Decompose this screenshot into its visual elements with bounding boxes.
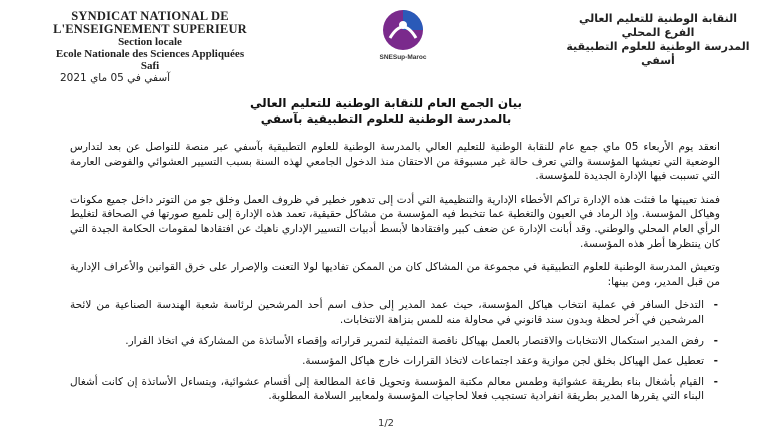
logo-emblem-icon: [368, 8, 438, 54]
issues-list: [70, 298, 720, 404]
list-item-text: التدخل السافر في عملية انتخاب هياكل المؤسسة، حيث عمد المدير إلى حذف اسم أحد المرشحين لرئاسة شعبة الهندسة الصناعية من لائحة المرشحين في آخر لحظة وبدون سند قانوني في محاولة منه للمس بنزاهة الانتخابات.: [70, 299, 704, 326]
list-item-text: القيام بأشغال بناء بطريقة عشوائية وطمس معالم مكتبة المؤسسة وتحويل قاعة المطالعة إلى أقسام عشوائية، وبتساءل الأساتذة إن كانت أشغال البناء التي يقررها المدير بطريقة انفرادية تستجيب فعلا لحاجيات المؤسسة ولمعايير السلامة المطلوبة.: [70, 375, 704, 403]
paragraph-3: وتعيش المدرسة الوطنية للعلوم التطبيقية في مجموعة من المشاكل كان من الممكن تفاديها لولا التعنت والإصرار على خرق القوانين والأعراف الإدارية من قبل المدير، ومن بينها:: [70, 261, 720, 288]
list-item-text: تعطيل عمل الهياكل بخلق لجن موازية وعقد اجتماعات لاتخاذ القرارات خارج هياكل المؤسسة.: [302, 355, 704, 368]
list-item: [70, 375, 718, 404]
paragraph-2: فمنذ تعيينها ما فتئت هذه الإدارة تراكم الأخطاء الإدارية والتنظيمية التي أدت إلى تدهور خطير في ظروف العمل وخلق جو من التوتر داخل جميع مكونات وهياكل المؤسسة. وإذ الرماد في العيون والتغطية عما تتخبط فيه المؤسسة من مشاكل حقيقية، تعمد هذه الإدارة إلى تلميع صورتها في الصحافة لتغليط الرأي العام المحلي والوطني. وقد أبانت الإدارة عن ضعف كبير وافتقادها لأبسط أدبيات التسيير الإداري ناهيك عن افتقادها لمقومات الحكامة الجيدة التي كان ينتظرها أطر هذه المؤسسة.: [70, 193, 720, 250]
snesup-logo: [368, 8, 438, 66]
header-french: [10, 10, 290, 72]
bullet-dash: -: [713, 334, 718, 347]
header-ar-line4: أسفي: [641, 54, 675, 67]
list-item: [70, 298, 718, 327]
bullet-dash: -: [713, 299, 718, 312]
header-ar-line2: الفرع المحلي: [621, 26, 695, 39]
list-item: [70, 334, 718, 349]
list-item-text: رفض المدير استكمال الانتخابات والاقتصار بالعمل بهياكل ناقصة التمثيلية لتمرير قراراته وإقصاء الأساتذة من المشاركة في اتخاذ القرار.: [125, 334, 704, 347]
header-ar-line3: المدرسة الوطنية للعلوم التطبيقية: [566, 40, 750, 53]
title-line2: بالمدرسة الوطنية للعلوم التطبيقية بآسفي: [260, 112, 512, 126]
header-fr-line1: SYNDICAT NATIONAL DE: [71, 9, 229, 23]
page-number: 1/2: [377, 418, 395, 429]
header-fr-line3: Section locale: [118, 36, 182, 48]
bullet-dash: -: [713, 355, 718, 368]
header-fr-line4: Ecole Nationale des Sciences Appliquées: [55, 48, 245, 60]
paragraph-1: انعقد يوم الأربعاء 05 ماي جمع عام للنقابة الوطنية للتعليم العالي بالمدرسة الوطنية للعلوم التطبيقية بآسفي عبر منصة للتواصل عن بعد لتدارس الوضعية التي تعيشها المؤسسة والتي تعرف حالة غير مسبوقة من الاحتقان منذ الدخول الجامعي لهذه السنة بسبب التسيير العشوائي والفوضى العارمة التي تسببت فيها الإدارة الجديدة للمؤسسة.: [70, 141, 720, 183]
document-body: [70, 140, 720, 410]
header-fr-line2: L'ENSEIGNEMENT SUPERIEUR: [53, 22, 247, 36]
list-item: [70, 354, 718, 369]
header-arabic: [558, 12, 758, 68]
header-fr-line5: Safi: [140, 60, 160, 72]
logo-text: SNESup-Maroc: [379, 54, 427, 61]
title-line1: بيان الجمع العام للنقابة الوطنية للتعليم العالي: [250, 96, 522, 110]
header-ar-line1: النقابة الوطنية للتعليم العالي: [579, 12, 737, 25]
document-date: آسفي في 05 ماي 2021: [60, 72, 171, 84]
bullet-dash: -: [713, 375, 718, 388]
